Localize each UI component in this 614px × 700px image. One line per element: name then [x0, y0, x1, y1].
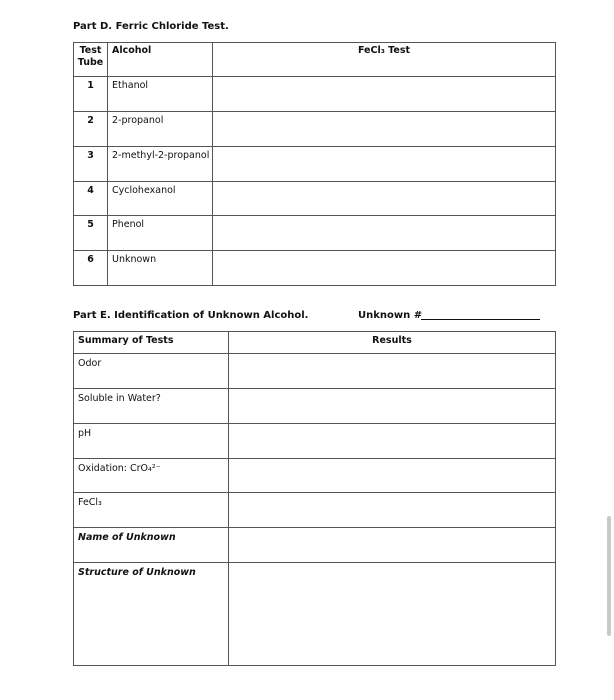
- alcohol-name: Unknown: [108, 251, 213, 286]
- results-header: Results: [229, 332, 556, 354]
- tube-number: 2: [74, 112, 108, 147]
- table-row: [74, 182, 556, 216]
- table-row: [74, 528, 556, 563]
- result-cell[interactable]: [229, 424, 556, 459]
- result-cell[interactable]: [229, 389, 556, 424]
- alcohol-name: 2-methyl-2-propanol: [108, 147, 213, 182]
- table-row: [74, 493, 556, 528]
- table-row: [74, 77, 556, 112]
- test-label: Oxidation: CrO₄²⁻: [74, 459, 229, 493]
- result-cell[interactable]: [213, 216, 556, 251]
- alcohol-name: Cyclohexanol: [108, 182, 213, 216]
- table-row: [74, 147, 556, 182]
- test-label: Odor: [74, 354, 229, 389]
- result-cell[interactable]: [229, 459, 556, 493]
- result-cell[interactable]: [213, 112, 556, 147]
- alcohol-name: Phenol: [108, 216, 213, 251]
- test-label: pH: [74, 424, 229, 459]
- table-row: [74, 424, 556, 459]
- summary-of-tests-header: Summary of Tests: [74, 332, 229, 354]
- unknown-number-blank[interactable]: [421, 319, 540, 320]
- result-cell[interactable]: [229, 563, 556, 666]
- alcohol-name: 2-propanol: [108, 112, 213, 147]
- fecl3-test-header: FeCl₃ Test: [213, 43, 556, 77]
- unknown-number-label: Unknown #: [358, 310, 423, 321]
- table-row: [74, 354, 556, 389]
- tube-number: 1: [74, 77, 108, 112]
- tube-number: 4: [74, 182, 108, 216]
- result-cell[interactable]: [213, 182, 556, 216]
- table-row: [74, 459, 556, 493]
- tube-number: 6: [74, 251, 108, 286]
- summary-table: [73, 331, 556, 666]
- table-row: [74, 389, 556, 424]
- part-e-title: Part E. Identification of Unknown Alcohol.: [73, 310, 309, 321]
- result-cell[interactable]: [229, 493, 556, 528]
- result-cell[interactable]: [229, 354, 556, 389]
- table-header-row: [74, 43, 556, 77]
- test-label: Name of Unknown: [74, 528, 229, 563]
- table-row: [74, 112, 556, 147]
- test-label: FeCl₃: [74, 493, 229, 528]
- table-row: [74, 251, 556, 286]
- part-d-title: Part D. Ferric Chloride Test.: [73, 21, 229, 32]
- test-label: Structure of Unknown: [74, 563, 229, 666]
- result-cell[interactable]: [213, 251, 556, 286]
- table-row: [74, 216, 556, 251]
- alcohol-header: Alcohol: [108, 43, 213, 77]
- table-row: [74, 563, 556, 666]
- tube-number: 5: [74, 216, 108, 251]
- result-cell[interactable]: [213, 147, 556, 182]
- table-header-row: [74, 332, 556, 354]
- ferric-chloride-table: [73, 42, 556, 286]
- alcohol-name: Ethanol: [108, 77, 213, 112]
- test-label: Soluble in Water?: [74, 389, 229, 424]
- test-tube-header: Test Tube: [74, 43, 108, 77]
- scrollbar[interactable]: [607, 516, 611, 636]
- tube-number: 3: [74, 147, 108, 182]
- result-cell[interactable]: [229, 528, 556, 563]
- result-cell[interactable]: [213, 77, 556, 112]
